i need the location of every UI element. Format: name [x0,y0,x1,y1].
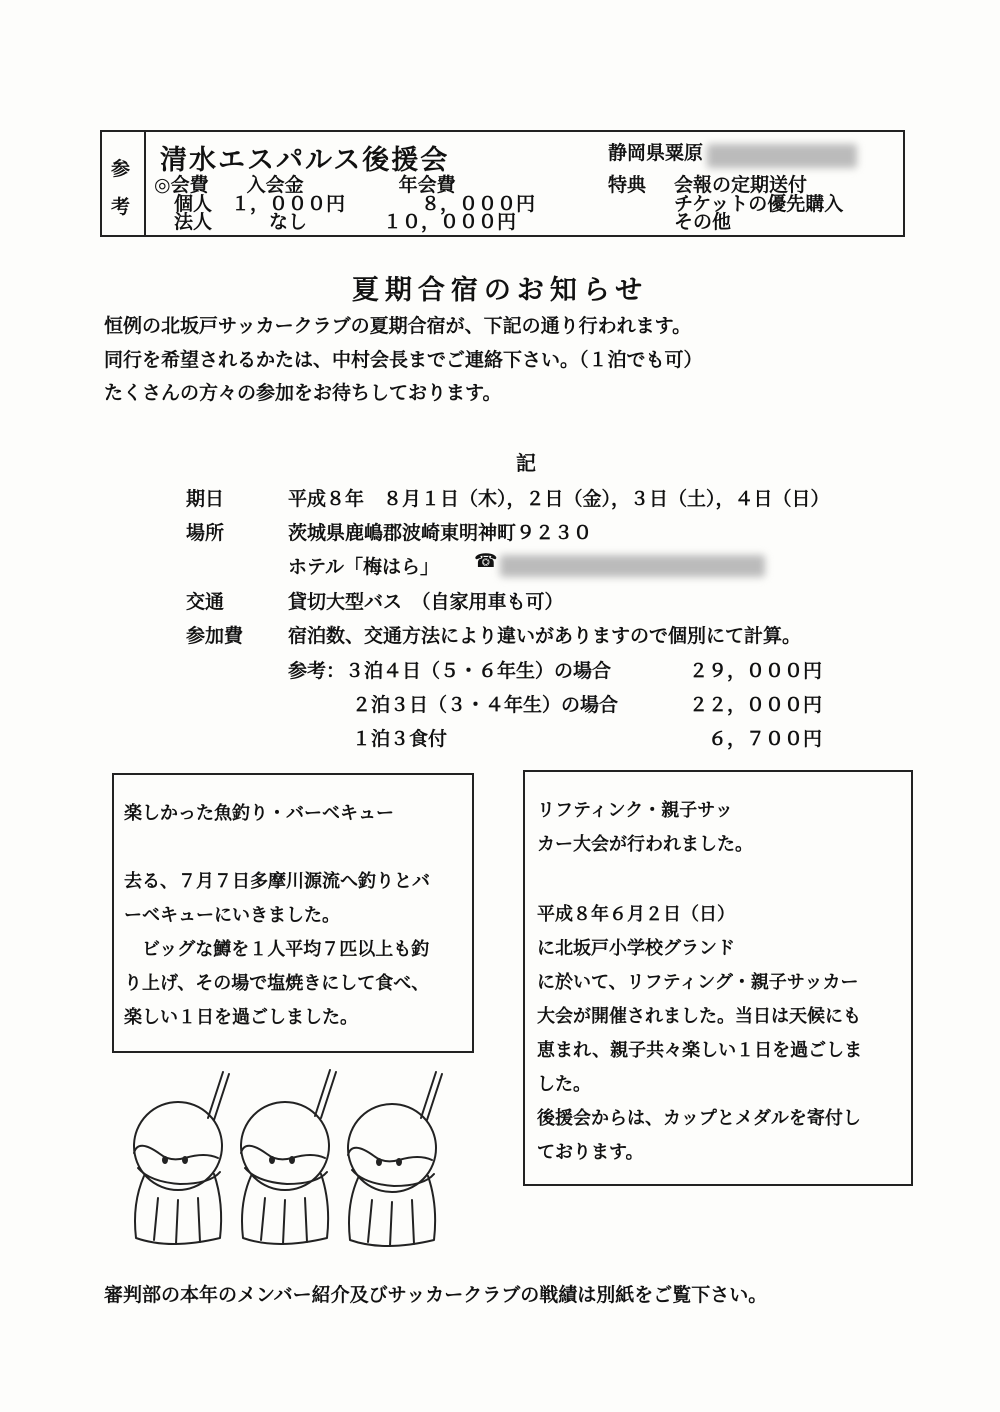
fees-corporate: 法人 なし １０，０００円 [174,211,517,233]
teru-teru-bozu-icon [348,1072,442,1246]
phone-icon: ☎ [474,550,498,572]
fees-header: ◎会費 入会金 年会費 [154,174,456,196]
lifting-story-box [523,770,913,1186]
lifting-story-line: ております。 [537,1142,644,1163]
lifting-story-line: カー大会が行われました。 [537,834,753,855]
lifting-story-line: 後援会からは、カップとメダルを寄付し [537,1108,861,1129]
intro-line: たくさんの方々の参加をお待ちしております。 [104,382,502,404]
teru-teru-bozu-icon [134,1072,229,1244]
benefit-item: 会報の定期送付 [674,174,808,196]
fee-value: 宿泊数、交通方法により違いがありますので個別にて計算。 [288,625,802,647]
fee-row-desc: 参考：３泊４日（５・６年生）の場合 [288,660,612,682]
lifting-story-line: 大会が開催されました。当日は天候にも [537,1006,861,1027]
fishing-story-line: り上げ、その場で塩焼きにして食べ、 [124,973,430,994]
reference-label-char-2: 考 [111,196,131,218]
reference-box [100,130,905,237]
benefits-label: 特典 [608,174,647,196]
lifting-story-line: 平成８年６月２日（日） [537,904,735,925]
teru-teru-bozu-icon [241,1070,336,1244]
org-name: 清水エスパルス後援会 [160,145,450,176]
fee-row-desc: １泊３食付 [352,728,448,750]
fishing-story-line: 楽しかった魚釣り・バーベキュー [124,803,394,824]
redacted-phone [500,555,765,577]
hotel-name: ホテル「梅はら」 [288,556,440,578]
place-value: 茨城県鹿嶋郡波崎東明神町９２３０ [288,522,593,544]
notice-title: 夏期合宿のお知らせ [351,275,649,306]
reference-label-char-1: 参 [111,158,131,180]
teru-teru-bozu-illustration [110,1068,490,1283]
fees-individual: 個人 １，０００円 ８，０００円 [174,193,536,215]
ki-heading: 記 [516,451,536,475]
reference-label-column [102,132,146,235]
transport-label: 交通 [186,591,225,613]
fishing-story-line: 去る、７月７日多摩川源流へ釣りとバ [124,871,430,892]
lifting-story-line: に於いて、リフティング・親子サッカー [537,972,859,993]
footer-note: 審判部の本年のメンバー紹介及びサッカークラブの戦績は別紙をご覧下さい。 [104,1284,768,1306]
fee-row-amount: ６，７００円 [707,728,822,750]
lifting-story-line: に北坂戸小学校グランド [537,938,735,959]
fishing-story-line: ビッグな鱒を１人平均７匹以上も釣 [124,939,430,960]
date-label: 期日 [186,488,225,510]
fee-row-amount: ２９，０００円 [688,660,822,682]
date-value: 平成８年 ８月１日（木），２日（金），３日（土），４日（日） [288,488,830,510]
benefit-item: チケットの優先購入 [674,193,844,215]
fee-row-desc: ２泊３日（３・４年生）の場合 [352,694,619,716]
org-address: 静岡県粟原 [608,142,704,164]
lifting-story-line: リフティンク・親子サッ [537,800,733,821]
fee-row-amount: ２２，０００円 [688,694,822,716]
benefit-item: その他 [674,211,732,233]
lifting-story-line: した。 [537,1074,591,1095]
fee-label: 参加費 [186,625,244,647]
transport-value: 貸切大型バス （自家用車も可） [288,591,564,613]
redacted-address [707,144,857,168]
intro-line: 同行を希望されるかたは、中村会長までご連絡下さい。（１泊でも可） [104,349,703,371]
fishing-story-line: 楽しい１日を過ごしました。 [124,1007,358,1028]
fishing-story-line: ーベキューにいきました。 [124,905,340,926]
intro-line: 恒例の北坂戸サッカークラブの夏期合宿が、下記の通り行われます。 [104,315,692,337]
lifting-story-line: 恵まれ、親子共々楽しい１日を過ごしま [537,1040,863,1061]
place-label: 場所 [186,522,225,544]
fishing-story-box [112,773,474,1053]
